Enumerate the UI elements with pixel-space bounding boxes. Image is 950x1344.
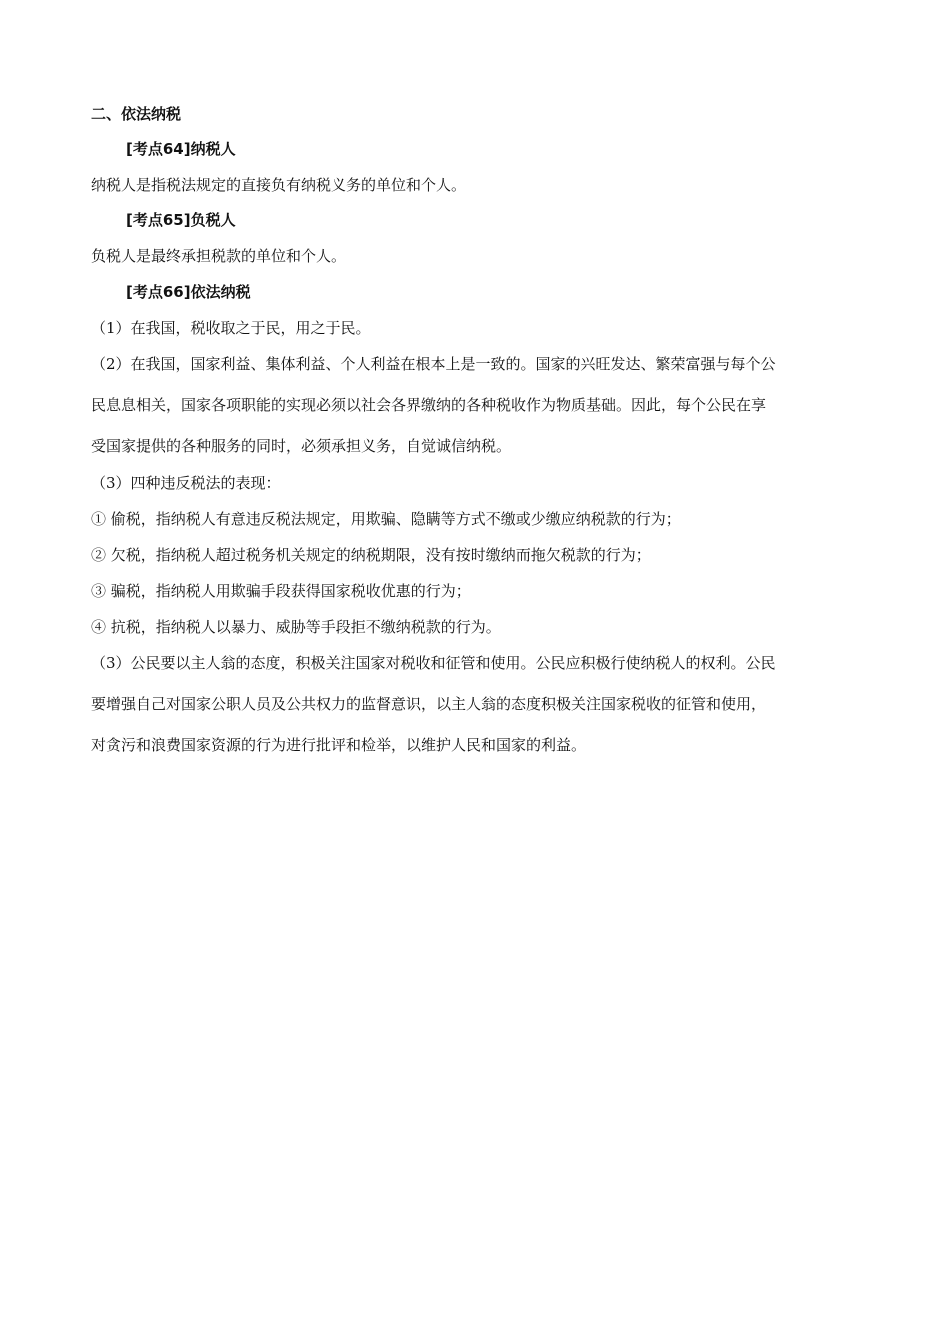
section-title: 二、依法纳税 — [91, 105, 182, 123]
list-item-tax-arrears: ② 欠税，指纳税人超过税务机关规定的纳税期限，没有按时缴纳而拖欠税款的行为； — [91, 546, 651, 564]
paragraph-line: （2）在我国，国家利益、集体利益、个人利益在根本上是一致的。国家的兴旺发达、繁荣富强与每个公 — [91, 355, 776, 373]
paragraph-line: （3）四种违反税法的表现： — [91, 474, 281, 492]
paragraph-line: 民息息相关，国家各项职能的实现必须以社会各界缴纳的各种税收作为物质基础。因此，每个公民在享 — [91, 396, 767, 414]
list-item-tax-evasion: ① 偷税，指纳税人有意违反税法规定，用欺骗、隐瞒等方式不缴或少缴应纳税款的行为； — [91, 510, 681, 528]
paragraph-line: 要增强自己对国家公职人员及公共权力的监督意识，以主人翁的态度积极关注国家税收的征管和使用， — [91, 695, 767, 713]
list-item-tax-fraud: ③ 骗税，指纳税人用欺骗手段获得国家税收优惠的行为； — [91, 582, 471, 600]
paragraph-line: （3）公民要以主人翁的态度，积极关注国家对税收和征管和使用。公民应积极行使纳税人的权利。公民 — [91, 654, 776, 672]
list-item-tax-resistance: ④ 抗税，指纳税人以暴力、威胁等手段拒不缴纳税款的行为。 — [91, 618, 501, 636]
point-heading-64: [考点64]纳税人 — [126, 140, 236, 158]
point-heading-66: [考点66]依法纳税 — [126, 283, 251, 301]
paragraph-line: 受国家提供的各种服务的同时，必须承担义务，自觉诚信纳税。 — [91, 437, 512, 455]
paragraph-line: 纳税人是指税法规定的直接负有纳税义务的单位和个人。 — [91, 176, 467, 194]
paragraph-line: 对贪污和浪费国家资源的行为进行批评和检举，以维护人民和国家的利益。 — [91, 736, 587, 754]
paragraph-line: 负税人是最终承担税款的单位和个人。 — [91, 247, 347, 265]
paragraph-line: （1）在我国，税收取之于民，用之于民。 — [91, 319, 371, 337]
point-heading-65: [考点65]负税人 — [126, 211, 236, 229]
